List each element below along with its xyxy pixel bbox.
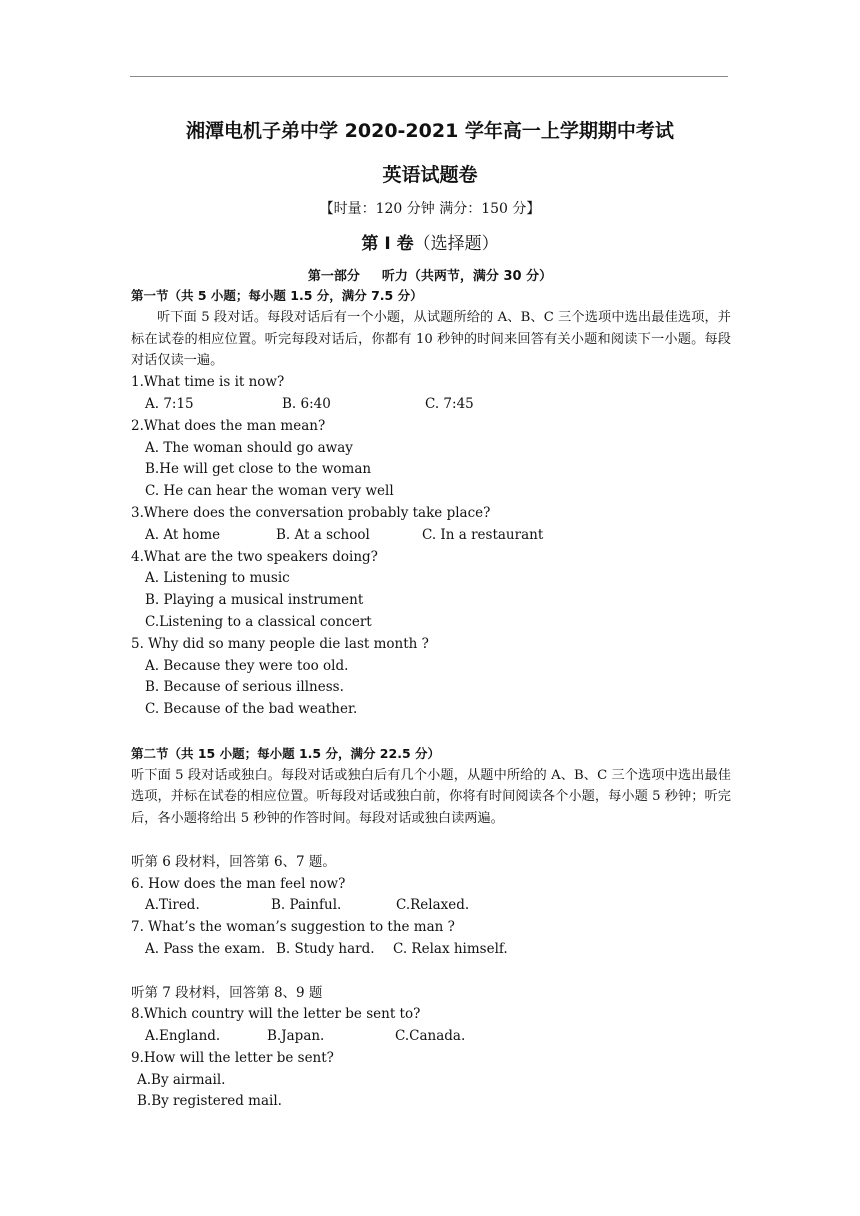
section2-heading: 第二节（共 15 小题；每小题 1.5 分，满分 22.5 分） [131,745,440,761]
q7-option-a: A. Pass the exam. [145,940,266,957]
q8-option-a: A.England. [145,1028,221,1045]
header-rule [130,76,728,77]
q5-stem: 5. Why did so many people die last month ? [131,635,429,652]
part-name: 第一部分 [307,269,360,284]
q7-options [131,939,731,961]
q2-stem: 2.What does the man mean? [131,417,326,434]
q2-option-c: C. He can hear the woman very well [145,483,394,500]
exam-title: 湘潭电机子弟中学 2020-2021 学年高一上学期期中考试 [186,120,674,142]
part-desc: 听力（共两节，满分 30 分） [381,269,553,284]
section1-instructions: 听下面 5 段对话。每段对话后有一个小题，从试题所给的 A、B、C 三个选项中选出最佳选项，并标在试卷的相应位置。听完每段对话后，你都有 10 秒钟的时间来回答有关小题和阅读下一小题。每段对话仅读一遍。 [131,309,731,369]
q6-option-a: A.Tired. [145,897,200,914]
q4-option-b: B. Playing a musical instrument [145,592,364,609]
q6-options [131,895,731,917]
q2-option-b: B.He will get close to the woman [145,461,372,478]
q7-option-b: B. Study hard. [276,940,375,957]
spacer [131,721,731,743]
q3-option-a: A. At home [145,526,221,543]
q2-option-a: A. The woman should go away [145,439,353,456]
q4-option-a: A. Listening to music [145,570,290,587]
q6-option-b: B. Painful. [271,897,342,914]
q1-option-b: B. 6:40 [282,395,331,412]
q5-option-a: A. Because they were too old. [145,657,349,674]
q7-option-c: C. Relax himself. [393,940,508,957]
volume-main: 第 I 卷 [361,234,414,254]
q9-stem: 9.How will the letter be sent? [131,1049,334,1066]
material-6-label: 听第 6 段材料，回答第 6、7 题。 [131,853,336,870]
q8-options [131,1026,731,1048]
q3-option-b: B. At a school [276,526,370,543]
exam-body [131,285,731,1113]
q6-option-c: C.Relaxed. [396,897,470,914]
q3-option-c: C. In a restaurant [422,526,544,543]
q4-stem: 4.What are the two speakers doing? [131,548,378,565]
spacer [131,830,731,852]
q1-stem: 1.What time is it now? [131,374,285,391]
q6-stem: 6. How does the man feel now? [131,875,346,892]
q5-option-c: C. Because of the bad weather. [145,701,358,718]
q5-option-b: B. Because of serious illness. [145,679,344,696]
q4-option-c: C.Listening to a classical concert [145,613,372,630]
q1-option-a: A. 7:15 [145,395,194,412]
q1-option-c: C. 7:45 [425,395,474,412]
section2-instructions: 听下面 5 段对话或独白。每段对话或独白后有几个小题，从题中所给的 A、B、C 三个选项中选出最佳选项，并标在试卷的相应位置。听每段对话或独白前，你将有时间阅读各个小题，每小题 5 秒钟；听完后，各小题将给出 5 秒钟的作答时间。每段对话或独白读两遍。 [131,767,731,827]
exam-meta: 【时量：120 分钟 满分：150 分】 [319,201,541,217]
part-heading [0,265,860,284]
volume-heading [0,229,860,254]
q9-option-a: A.By airmail. [137,1071,226,1088]
q8-stem: 8.Which country will the letter be sent to? [131,1006,421,1023]
volume-note: （选择题） [413,234,499,254]
q8-option-b: B.Japan. [267,1028,325,1045]
q3-stem: 3.Where does the conversation probably take place? [131,504,491,521]
material-7-label: 听第 7 段材料，回答第 8、9 题 [131,984,323,1001]
spacer [131,961,731,983]
q3-options [131,525,731,547]
q8-option-c: C.Canada. [395,1028,466,1045]
q7-stem: 7. What’s the woman’s suggestion to the man ? [131,919,455,936]
exam-subtitle: 英语试题卷 [382,164,478,186]
q1-options [131,394,731,416]
q9-option-b: B.By registered mail. [137,1093,282,1110]
section1-heading: 第一节（共 5 小题；每小题 1.5 分，满分 7.5 分） [131,288,423,303]
